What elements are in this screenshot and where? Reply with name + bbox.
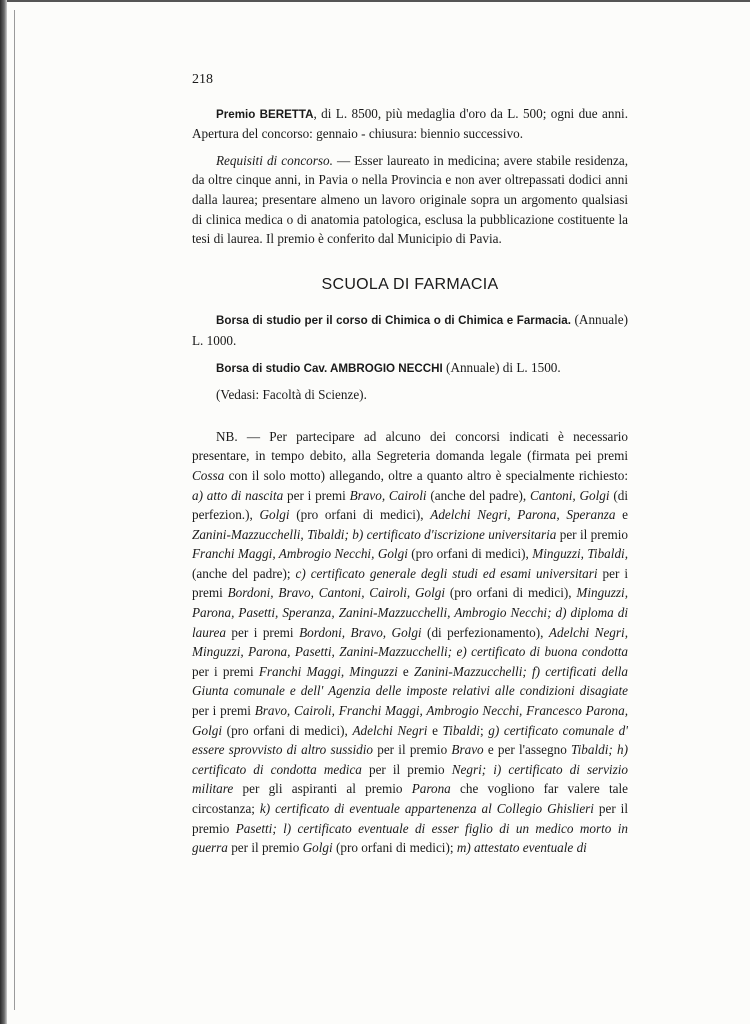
text-run: Borsa di studio Cav. AMBROGIO NECCHI bbox=[216, 361, 443, 375]
italic-text-run: Bravo, Cairoli, Franchi Maggi, Ambrogio Necchi, Francesco Parona, Golgi bbox=[192, 703, 628, 738]
scan-binding-edge bbox=[0, 0, 7, 1024]
italic-text-run: Zanini-Mazzucchelli, Tibaldi; b) certificato d'iscrizione universitaria bbox=[192, 526, 557, 542]
page-top-border bbox=[0, 0, 750, 2]
premio-beretta-title: Premio BERETTA bbox=[216, 107, 314, 121]
italic-text-run: a) atto di nascita bbox=[192, 487, 284, 503]
text-run: che vogliono far valere tale circostanza; bbox=[192, 781, 628, 816]
italic-text-run: Bordoni, Bravo, Cantoni, Cairoli, Golgi bbox=[227, 585, 446, 601]
italic-text-run: Golgi bbox=[302, 840, 333, 856]
text-run: e bbox=[427, 722, 443, 738]
text-run: per i premi bbox=[283, 487, 350, 503]
text-run: (pro orfani di medici), bbox=[222, 722, 353, 738]
section-heading: SCUOLA DI FARMACIA bbox=[321, 275, 499, 293]
text-run: Borsa di studio per il corso di Chimica o di Chimica e Farmacia. bbox=[216, 314, 571, 328]
italic-text-run: Tibaldi; h) certificato di condotta medica bbox=[192, 742, 628, 777]
text-run: e per l'assegno bbox=[483, 742, 572, 758]
vedasi-note: (Vedasi: Facoltà di Scienze). bbox=[216, 387, 367, 403]
text-run: per i premi bbox=[192, 663, 259, 679]
italic-text-run: Franchi Maggi, Ambrogio Necchi, Golgi bbox=[192, 546, 408, 562]
text-run: (pro orfani di medici); bbox=[332, 840, 457, 856]
text-run: e bbox=[615, 507, 628, 523]
italic-text-run: Golgi bbox=[259, 507, 290, 523]
page-number: 218 bbox=[192, 72, 213, 87]
text-run: (pro orfani di medici), bbox=[289, 507, 431, 523]
italic-text-run: Minguzzi, Parona, Pasetti, Speranza, Zanini-Mazzucchelli, Ambrogio Necchi; d) diploma di laurea bbox=[192, 585, 628, 640]
beretta-requisiti-paragraph bbox=[192, 151, 628, 249]
italic-text-run: Franchi Maggi, Minguzzi bbox=[258, 663, 398, 679]
italic-text-run: Bordoni, Bravo, Golgi bbox=[299, 624, 422, 640]
text-run: per il premio bbox=[556, 526, 628, 542]
borsa-necchi-paragraph bbox=[192, 358, 628, 379]
text-run: , di L. 8500, più medaglia d'oro da L. 500; ogni due anni. Apertura del concorso: gennaio - chiusura: biennio successivo. bbox=[192, 105, 629, 142]
italic-text-run: Bravo bbox=[451, 742, 484, 758]
scan-margin-line bbox=[14, 10, 15, 1010]
italic-text-run: Cantoni, Golgi bbox=[529, 487, 610, 503]
text-run: — Esser laureato in medicina; avere stabile residenza, da oltre cinque anni, in Pavia o nella Provincia e non aver oltrepassati dodici anni dalla laurea; presentare almeno un lavoro originale sopra un argomento qualsiasi di clinica medica o di anatomia patologica, esclusa la pubblicazione costituente la tesi di laurea. Il premio è conferito dal Municipio di Pavia. bbox=[192, 152, 628, 247]
italic-text-run: Tibaldi bbox=[442, 722, 480, 738]
italic-text-run: Bravo, Cairoli bbox=[349, 487, 427, 503]
italic-text-run: Parona bbox=[411, 781, 451, 797]
premio-beretta-paragraph bbox=[192, 104, 628, 144]
text-run: (di perfezion.), bbox=[192, 487, 628, 523]
italic-text-run: k) certificato di eventuale appartenenza al Collegio Ghislieri bbox=[259, 801, 594, 816]
page-content bbox=[192, 70, 628, 858]
text-run: NB. — Per partecipare ad alcuno dei concorsi indicati è necessario presentare, in tempo debito, alla Segreteria domanda legale (firmata pei premi bbox=[192, 428, 628, 464]
text-run: (pro orfani di medici), bbox=[407, 546, 533, 562]
text-run: per i premi bbox=[225, 624, 300, 640]
text-run: per gli aspiranti al premio bbox=[233, 781, 412, 797]
text-run: (anche del padre), bbox=[426, 487, 530, 503]
italic-text-run: Adelchi Negri, Parona, Speranza bbox=[430, 507, 616, 523]
italic-text-run: Zanini-Mazzucchelli; f) certificati della Giunta comunale e dell' Agenzia delle imposte relativi alle condizioni disagiate bbox=[192, 663, 629, 699]
italic-text-run: m) attestato eventuale di bbox=[456, 840, 587, 856]
nb-paragraph bbox=[192, 427, 628, 858]
text-run: per i premi bbox=[192, 565, 628, 601]
text-run: ; bbox=[479, 722, 489, 738]
text-run: (Annuale) L. 1000. bbox=[192, 312, 628, 348]
borsa-chimica-paragraph bbox=[192, 310, 628, 350]
text-run: (di perfezionamento), bbox=[421, 624, 549, 640]
text-run: (Annuale) di L. 1500. bbox=[442, 359, 561, 375]
italic-text-run: Requisiti di concorso. bbox=[216, 152, 333, 168]
italic-text-run: Adelchi Negri bbox=[352, 722, 428, 738]
text-run: per il premio bbox=[361, 761, 452, 777]
text-run: per il premio bbox=[227, 840, 303, 856]
italic-text-run: Minguzzi, Tibaldi, bbox=[532, 546, 628, 562]
text-run: (anche del padre); bbox=[192, 565, 296, 581]
italic-text-run: Negri; i) certificato di servizio militare bbox=[192, 761, 628, 797]
italic-text-run: g) certificato comunale d' essere sprovvisto di altro sussidio bbox=[192, 722, 628, 758]
text-run: per il premio bbox=[192, 801, 628, 836]
italic-text-run: Cossa bbox=[192, 467, 225, 483]
italic-text-run: c) certificato generale degli studi ed esami universitari bbox=[295, 565, 598, 581]
text-run: con il solo motto) allegando, oltre a quanto altro è specialmente richiesto: bbox=[224, 467, 628, 483]
text-run: per i premi bbox=[192, 703, 255, 719]
text-run: e bbox=[397, 663, 414, 679]
text-run: (pro orfani di medici), bbox=[445, 585, 577, 601]
text-run: per il premio bbox=[373, 742, 452, 758]
italic-text-run: Adelchi Negri, Minguzzi, Parona, Pasetti, Zanini-Mazzucchelli; e) certificato di buona condotta bbox=[192, 624, 628, 660]
italic-text-run: Pasetti; l) certificato eventuale di esser figlio di un medico morto in guerra bbox=[192, 820, 628, 856]
